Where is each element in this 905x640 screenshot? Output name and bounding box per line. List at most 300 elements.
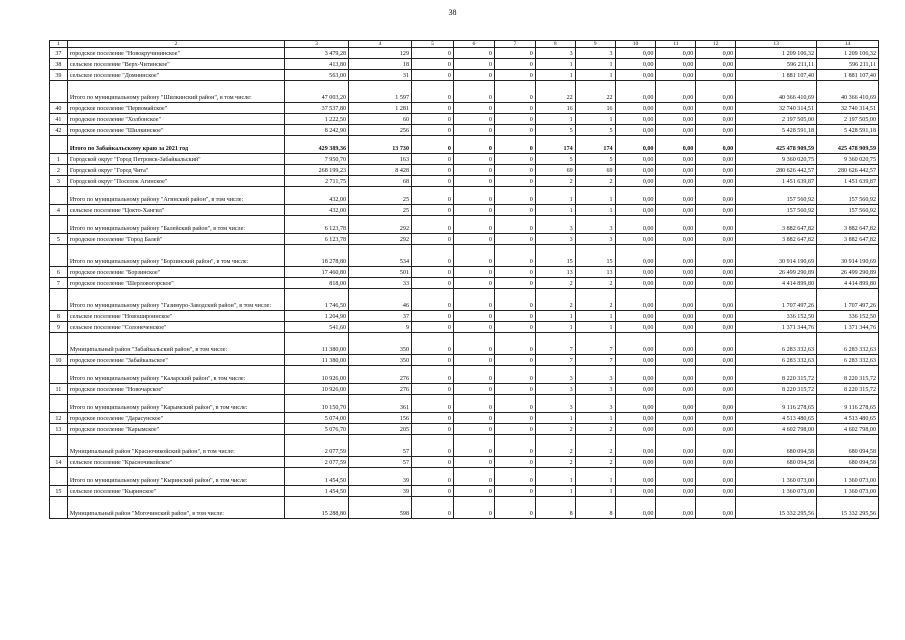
value-cell: 6 283 332,63	[736, 333, 817, 355]
value-cell: 280 626 442,57	[817, 165, 879, 176]
value-cell: 0,00	[696, 322, 736, 333]
value-cell: 0,00	[656, 103, 696, 114]
value-cell: 9	[349, 322, 412, 333]
value-cell: 0	[412, 114, 454, 125]
row-number-cell: 7	[50, 278, 68, 289]
value-cell: 3	[575, 366, 615, 384]
value-cell: 0	[453, 165, 494, 176]
value-cell: 2	[575, 176, 615, 187]
value-cell: 2 197 505,00	[817, 114, 879, 125]
value-cell: 0	[453, 125, 494, 136]
value-cell: 157 560,92	[736, 187, 817, 205]
value-cell: 0,00	[696, 435, 736, 457]
value-cell: 37 537,80	[285, 103, 349, 114]
value-cell: 0,00	[696, 395, 736, 413]
value-cell: 0,00	[615, 103, 656, 114]
value-cell: 7 950,70	[285, 154, 349, 165]
subtotal-row	[50, 435, 879, 457]
value-cell: 280 626 442,57	[736, 165, 817, 176]
value-cell: 3	[575, 395, 615, 413]
value-cell: 10 150,70	[285, 395, 349, 413]
value-cell: 268 199,23	[285, 165, 349, 176]
name-cell: Муниципальный район "Забайкальский район", в том числе:	[67, 333, 284, 355]
row-number-cell	[50, 333, 68, 355]
value-cell: 1	[575, 59, 615, 70]
value-cell: 0	[494, 114, 535, 125]
value-cell: 30 914 190,69	[817, 245, 879, 267]
value-cell: 4 602 798,00	[817, 424, 879, 435]
name-cell: Итого по муниципальному району "Шилкинский район", в том числе:	[67, 81, 284, 103]
value-cell: 9 360 020,75	[817, 154, 879, 165]
value-cell: 0,00	[656, 311, 696, 322]
value-cell: 1 360 073,00	[817, 486, 879, 497]
name-cell: Итого по муниципальному району "Газимуро-Заводский район", в том числе:	[67, 289, 284, 311]
value-cell: 541,60	[285, 322, 349, 333]
value-cell: 0	[412, 234, 454, 245]
row-number-cell	[50, 81, 68, 103]
value-cell: 1 881 107,40	[736, 70, 817, 81]
value-cell: 1 597	[349, 81, 412, 103]
value-cell: 0	[453, 311, 494, 322]
value-cell: 10 926,00	[285, 366, 349, 384]
table-row	[50, 457, 879, 468]
value-cell: 6 283 332,63	[736, 355, 817, 366]
value-cell: 0	[412, 205, 454, 216]
value-cell: 47 003,20	[285, 81, 349, 103]
value-cell: 425 478 909,59	[736, 136, 817, 154]
table-row	[50, 424, 879, 435]
value-cell: 818,00	[285, 278, 349, 289]
value-cell: 46	[349, 289, 412, 311]
value-cell: 7	[535, 333, 575, 355]
row-number-cell	[50, 289, 68, 311]
value-cell: 33	[349, 278, 412, 289]
value-cell: 0	[453, 435, 494, 457]
value-cell: 0	[494, 136, 535, 154]
table-row	[50, 311, 879, 322]
value-cell: 2 197 505,00	[736, 114, 817, 125]
row-number-cell: 15	[50, 486, 68, 497]
value-cell: 361	[349, 395, 412, 413]
value-cell: 292	[349, 234, 412, 245]
row-number-cell: 9	[50, 322, 68, 333]
subtotal-row	[50, 81, 879, 103]
value-cell: 2	[535, 435, 575, 457]
value-cell: 0,00	[656, 468, 696, 486]
value-cell: 15	[535, 245, 575, 267]
value-cell: 8 220 315,72	[817, 366, 879, 384]
header-cell: 11	[656, 41, 696, 48]
value-cell: 22	[535, 81, 575, 103]
value-cell: 0,00	[696, 311, 736, 322]
value-cell: 1 707 497,26	[736, 289, 817, 311]
name-cell: городское поселение "Город Балей"	[67, 234, 284, 245]
value-cell: 8 428	[349, 165, 412, 176]
value-cell: 0,00	[696, 59, 736, 70]
value-cell: 0	[412, 187, 454, 205]
value-cell: 0	[412, 81, 454, 103]
value-cell: 6 123,78	[285, 216, 349, 234]
value-cell: 16	[535, 103, 575, 114]
row-number-cell: 1	[50, 154, 68, 165]
value-cell: 0	[453, 154, 494, 165]
value-cell: 1	[535, 114, 575, 125]
value-cell: 2	[535, 289, 575, 311]
value-cell: 30 914 190,69	[736, 245, 817, 267]
value-cell: 0,00	[696, 165, 736, 176]
header-row	[50, 41, 879, 48]
value-cell: 596 211,11	[817, 59, 879, 70]
value-cell: 0	[412, 384, 454, 395]
value-cell: 3 882 647,82	[736, 216, 817, 234]
value-cell: 1	[535, 468, 575, 486]
value-cell: 1	[535, 187, 575, 205]
value-cell: 1 204,90	[285, 311, 349, 322]
value-cell: 8 220 315,72	[736, 384, 817, 395]
value-cell: 157 560,92	[736, 205, 817, 216]
value-cell: 57	[349, 457, 412, 468]
row-number-cell: 40	[50, 103, 68, 114]
value-cell: 8 242,90	[285, 125, 349, 136]
value-cell: 60	[349, 114, 412, 125]
value-cell: 292	[349, 216, 412, 234]
name-cell: сельское поселение "Солонеченское"	[67, 322, 284, 333]
value-cell: 0,00	[696, 205, 736, 216]
value-cell: 0,00	[615, 355, 656, 366]
value-cell: 0	[494, 187, 535, 205]
name-cell: городское поселение "Первомайское"	[67, 103, 284, 114]
value-cell: 0	[494, 205, 535, 216]
value-cell: 2	[535, 176, 575, 187]
value-cell: 0,00	[656, 457, 696, 468]
value-cell: 0	[453, 216, 494, 234]
value-cell: 0,00	[656, 384, 696, 395]
header-cell: 4	[349, 41, 412, 48]
value-cell: 3	[535, 234, 575, 245]
header-cell: 7	[494, 41, 535, 48]
value-cell: 0,00	[696, 267, 736, 278]
value-cell: 2	[575, 289, 615, 311]
name-cell: Итого по муниципальному району "Карымский район", в том числе:	[67, 395, 284, 413]
value-cell: 0	[412, 413, 454, 424]
value-cell: 1	[575, 114, 615, 125]
value-cell: 1 222,50	[285, 114, 349, 125]
value-cell: 0	[494, 154, 535, 165]
value-cell: 40 366 410,69	[817, 81, 879, 103]
value-cell: 0,00	[615, 424, 656, 435]
value-cell: 0,00	[696, 216, 736, 234]
value-cell: 0	[494, 59, 535, 70]
subtotal-row	[50, 395, 879, 413]
value-cell: 0	[494, 366, 535, 384]
value-cell: 163	[349, 154, 412, 165]
value-cell: 1	[535, 311, 575, 322]
value-cell: 0,00	[615, 216, 656, 234]
value-cell: 256	[349, 125, 412, 136]
table-row	[50, 384, 879, 395]
value-cell: 26 499 290,89	[817, 267, 879, 278]
value-cell: 0,00	[696, 424, 736, 435]
row-number-cell: 39	[50, 70, 68, 81]
value-cell: 0	[412, 395, 454, 413]
value-cell: 0,00	[615, 70, 656, 81]
value-cell: 1	[575, 311, 615, 322]
value-cell: 157 560,92	[817, 187, 879, 205]
name-cell: Итого по муниципальному району "Борзинский район", в том числе:	[67, 245, 284, 267]
value-cell: 0,00	[696, 366, 736, 384]
header-cell: 13	[736, 41, 817, 48]
table-row	[50, 234, 879, 245]
name-cell: Городской округ "Город Чита"	[67, 165, 284, 176]
value-cell: 1 281	[349, 103, 412, 114]
value-cell: 0,00	[696, 81, 736, 103]
value-cell: 0	[453, 136, 494, 154]
value-cell: 5 074,00	[285, 413, 349, 424]
value-cell: 25	[349, 187, 412, 205]
value-cell: 0,00	[696, 70, 736, 81]
table-row	[50, 114, 879, 125]
value-cell: 3 882 647,82	[736, 234, 817, 245]
name-cell: сельское поселение "Красночикойское"	[67, 457, 284, 468]
row-number-cell: 12	[50, 413, 68, 424]
header-cell: 2	[67, 41, 284, 48]
value-cell: 276	[349, 366, 412, 384]
value-cell: 2	[575, 424, 615, 435]
name-cell: Итого по муниципальному району "Каларский район", в том числе:	[67, 366, 284, 384]
name-cell: городское поселение "Новочарское"	[67, 384, 284, 395]
value-cell: 9 116 278,65	[736, 395, 817, 413]
value-cell: 0	[453, 413, 494, 424]
value-cell: 0,00	[656, 424, 696, 435]
value-cell: 0,00	[656, 267, 696, 278]
value-cell: 174	[575, 136, 615, 154]
name-cell: сельское поселение "Новошироинское"	[67, 311, 284, 322]
value-cell: 534	[349, 245, 412, 267]
value-cell: 0	[494, 125, 535, 136]
value-cell: 0,00	[696, 187, 736, 205]
value-cell: 0	[494, 486, 535, 497]
value-cell: 0	[453, 81, 494, 103]
value-cell: 0,00	[615, 234, 656, 245]
value-cell: 1	[535, 70, 575, 81]
name-cell: Итого по муниципальному району "Балейский район", в том числе:	[67, 216, 284, 234]
value-cell: 5	[535, 154, 575, 165]
row-number-cell: 37	[50, 48, 68, 59]
row-number-cell: 3	[50, 176, 68, 187]
table-row	[50, 413, 879, 424]
value-cell: 0	[453, 486, 494, 497]
value-cell: 2 077,59	[285, 435, 349, 457]
value-cell: 174	[535, 136, 575, 154]
value-cell: 0,00	[615, 457, 656, 468]
value-cell: 0,00	[656, 154, 696, 165]
value-cell: 2	[535, 424, 575, 435]
row-number-cell	[50, 216, 68, 234]
name-cell: городское поселение "Холбонское"	[67, 114, 284, 125]
value-cell: 3 882 647,82	[817, 216, 879, 234]
value-cell: 0,00	[696, 136, 736, 154]
row-number-cell	[50, 497, 68, 519]
value-cell: 0	[453, 395, 494, 413]
value-cell: 1 209 106,32	[817, 48, 879, 59]
value-cell: 17 460,80	[285, 267, 349, 278]
value-cell: 1	[575, 187, 615, 205]
value-cell: 0	[494, 103, 535, 114]
value-cell: 1 360 073,00	[736, 468, 817, 486]
value-cell: 1 707 497,26	[817, 289, 879, 311]
value-cell: 0	[494, 278, 535, 289]
value-cell: 0	[412, 289, 454, 311]
value-cell: 0,00	[656, 216, 696, 234]
row-number-cell	[50, 435, 68, 457]
table-row	[50, 267, 879, 278]
value-cell: 0	[412, 333, 454, 355]
value-cell: 3	[575, 384, 615, 395]
row-number-cell	[50, 395, 68, 413]
value-cell: 0	[412, 48, 454, 59]
value-cell: 2 077,59	[285, 457, 349, 468]
subtotal-row	[50, 187, 879, 205]
value-cell: 0	[453, 114, 494, 125]
value-cell: 425 478 909,59	[817, 136, 879, 154]
value-cell: 0,00	[696, 497, 736, 519]
header-cell: 3	[285, 41, 349, 48]
value-cell: 0,00	[656, 48, 696, 59]
value-cell: 0	[412, 267, 454, 278]
value-cell: 563,00	[285, 70, 349, 81]
value-cell: 4 513 480,65	[736, 413, 817, 424]
value-cell: 0,00	[615, 486, 656, 497]
value-cell: 336 152,50	[817, 311, 879, 322]
value-cell: 0	[494, 395, 535, 413]
row-number-cell: 6	[50, 267, 68, 278]
value-cell: 0,00	[615, 205, 656, 216]
value-cell: 0	[453, 457, 494, 468]
value-cell: 1 454,50	[285, 486, 349, 497]
row-number-cell: 8	[50, 311, 68, 322]
name-cell: городское поселение "Новокручининское"	[67, 48, 284, 59]
value-cell: 0,00	[696, 234, 736, 245]
value-cell: 1 454,50	[285, 468, 349, 486]
subtotal-row	[50, 245, 879, 267]
subtotal-row	[50, 366, 879, 384]
value-cell: 501	[349, 267, 412, 278]
value-cell: 11 380,00	[285, 333, 349, 355]
value-cell: 4 414 899,80	[817, 278, 879, 289]
value-cell: 1 360 073,00	[736, 486, 817, 497]
value-cell: 1	[575, 205, 615, 216]
value-cell: 0	[453, 187, 494, 205]
value-cell: 0,00	[656, 333, 696, 355]
value-cell: 0,00	[615, 176, 656, 187]
value-cell: 0	[412, 176, 454, 187]
value-cell: 57	[349, 435, 412, 457]
value-cell: 0,00	[615, 384, 656, 395]
value-cell: 0,00	[615, 165, 656, 176]
value-cell: 432,00	[285, 187, 349, 205]
value-cell: 0,00	[696, 125, 736, 136]
value-cell: 0,00	[696, 413, 736, 424]
value-cell: 336 152,50	[736, 311, 817, 322]
value-cell: 3	[575, 234, 615, 245]
value-cell: 0	[453, 322, 494, 333]
value-cell: 25	[349, 205, 412, 216]
value-cell: 0,00	[615, 48, 656, 59]
value-cell: 0	[494, 413, 535, 424]
value-cell: 6 283 332,63	[817, 355, 879, 366]
name-cell: городское поселение "Шерловогорское"	[67, 278, 284, 289]
value-cell: 0,00	[615, 435, 656, 457]
value-cell: 0,00	[696, 384, 736, 395]
table-row	[50, 125, 879, 136]
value-cell: 1	[535, 205, 575, 216]
value-cell: 5	[575, 154, 615, 165]
value-cell: 0,00	[656, 245, 696, 267]
value-cell: 0,00	[696, 278, 736, 289]
page-number: 38	[448, 8, 457, 17]
value-cell: 0	[453, 70, 494, 81]
value-cell: 3	[575, 48, 615, 59]
value-cell: 69	[575, 165, 615, 176]
table-row	[50, 322, 879, 333]
value-cell: 3	[535, 395, 575, 413]
value-cell: 0,00	[615, 187, 656, 205]
value-cell: 4 414 899,80	[736, 278, 817, 289]
value-cell: 0	[453, 205, 494, 216]
subtotal-row	[50, 497, 879, 519]
value-cell: 413,80	[285, 59, 349, 70]
value-cell: 13	[575, 267, 615, 278]
value-cell: 0	[412, 486, 454, 497]
value-cell: 7	[535, 355, 575, 366]
row-number-cell	[50, 366, 68, 384]
value-cell: 0	[453, 103, 494, 114]
value-cell: 6 283 332,63	[817, 333, 879, 355]
value-cell: 0	[494, 322, 535, 333]
value-cell: 0,00	[696, 289, 736, 311]
value-cell: 0	[494, 245, 535, 267]
value-cell: 0,00	[615, 289, 656, 311]
header-cell: 5	[412, 41, 454, 48]
value-cell: 0,00	[656, 187, 696, 205]
value-cell: 0,00	[656, 136, 696, 154]
name-cell: городское поселение "Шилкинское"	[67, 125, 284, 136]
value-cell: 680 094,58	[736, 457, 817, 468]
value-cell: 1 451 639,87	[817, 176, 879, 187]
value-cell: 0	[453, 424, 494, 435]
value-cell: 13 730	[349, 136, 412, 154]
value-cell: 0,00	[696, 103, 736, 114]
value-cell: 1 209 106,32	[736, 48, 817, 59]
value-cell: 2	[575, 278, 615, 289]
value-cell: 0	[412, 468, 454, 486]
value-cell: 8	[575, 497, 615, 519]
value-cell: 0	[453, 234, 494, 245]
value-cell: 156	[349, 413, 412, 424]
value-cell: 0,00	[656, 205, 696, 216]
value-cell: 0	[453, 384, 494, 395]
value-cell: 0	[494, 424, 535, 435]
value-cell: 432,00	[285, 205, 349, 216]
value-cell: 680 094,58	[736, 435, 817, 457]
row-number-cell: 13	[50, 424, 68, 435]
header-cell: 8	[535, 41, 575, 48]
row-number-cell: 42	[50, 125, 68, 136]
value-cell: 0	[412, 59, 454, 70]
value-cell: 0	[494, 165, 535, 176]
value-cell: 69	[535, 165, 575, 176]
value-cell: 0,00	[696, 154, 736, 165]
